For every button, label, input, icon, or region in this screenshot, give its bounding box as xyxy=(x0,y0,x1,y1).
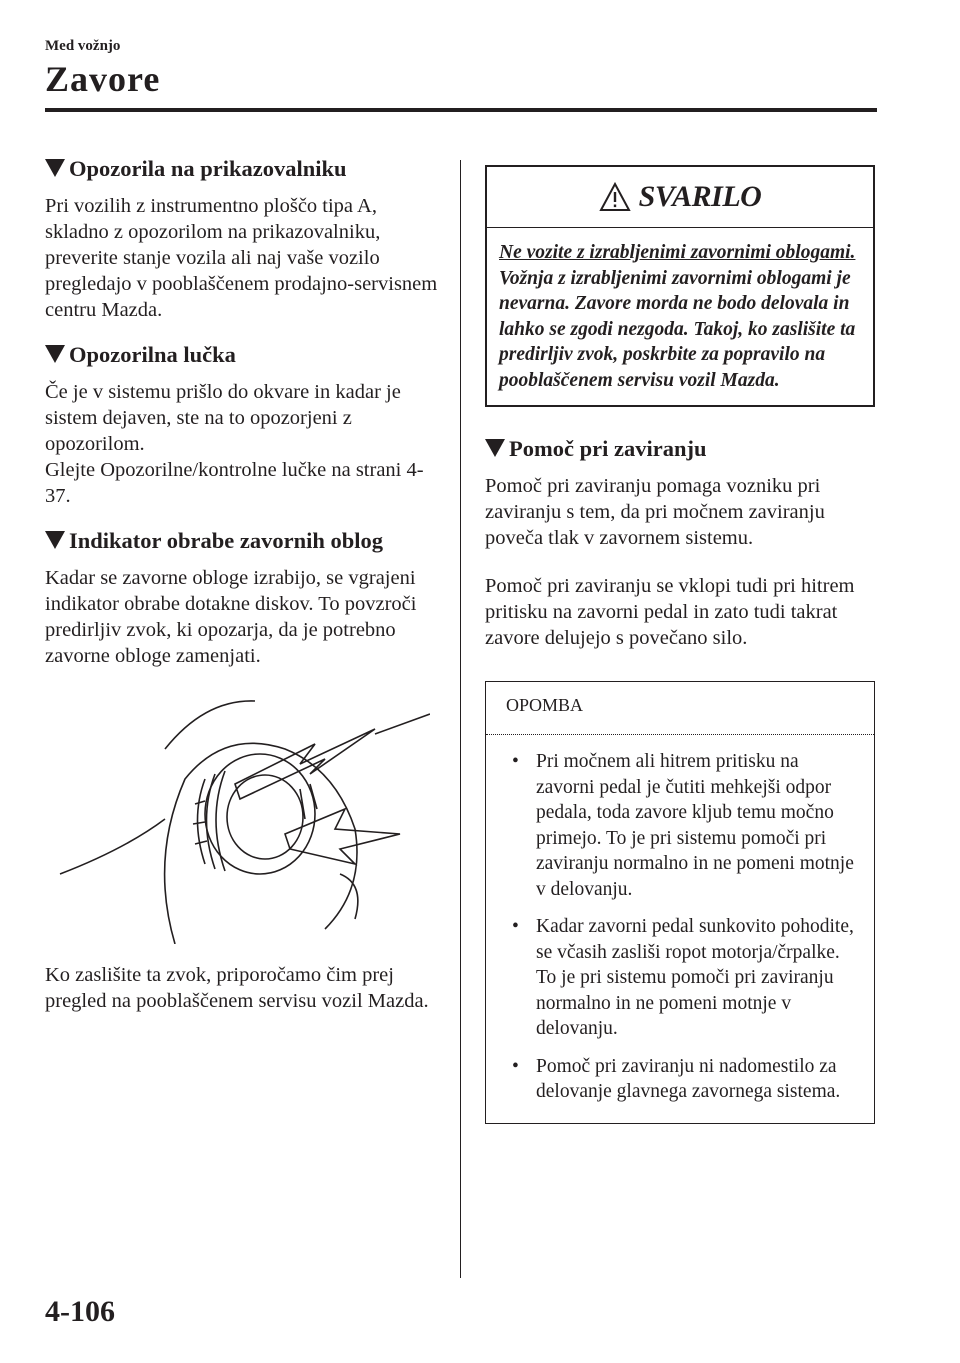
page-title: Zavore xyxy=(45,59,161,99)
page-number: 4-106 xyxy=(45,1295,115,1328)
column-divider xyxy=(460,160,461,1278)
warning-text: Vožnja z izrabljenimi zavornimi oblogami je nevarna. Zavore morda ne bodo delovala in lahko se zgodi nezgoda. Takoj, ko zaslišite ta predirljiv zvok, poskrbite za popravilo na pooblaščenem servisu vozil Mazda. xyxy=(499,267,856,391)
warning-title: SVARILO xyxy=(638,180,762,213)
bullet-icon: • xyxy=(512,751,519,773)
bullet-icon: • xyxy=(512,1055,519,1077)
note-list xyxy=(486,735,874,1123)
note-box xyxy=(485,681,875,1124)
heading-text: Indikator obrabe zavornih oblog xyxy=(69,528,384,554)
heading-text: Pomoč pri zaviranju xyxy=(509,436,707,461)
section-brake-assist xyxy=(485,435,875,651)
section-text: Če je v sistemu prišlo do okvare in kadar je sistem dejaven, ste na to opozorjeni z opozorilom. xyxy=(45,381,401,456)
warning-lead: Ne vozite z izrabljenimi zavornimi oblogami. xyxy=(499,242,856,263)
note-item-text: Pri močnem ali hitrem pritisku na zavorni pedal je čutiti mehkejši odpor pedala, toda zavore kljub temu močno primejo. To je pri sistemu pomoči pri zaviranju normalno in ne pomeni motnje v delovanju. xyxy=(536,751,854,900)
warning-triangle-icon xyxy=(599,182,631,212)
left-column xyxy=(45,155,440,1014)
bullet-icon: • xyxy=(512,916,519,938)
section-heading xyxy=(45,527,440,555)
section-warning-light xyxy=(45,341,440,509)
section-triangle-icon xyxy=(45,531,65,549)
note-item-text: Kadar zavorni pedal sunkovito pohodite, se včasih zasliši ropot motorja/črpalke. To je pri sistemu pomoči pri zaviranju normalno in ne pomeni motnje v delovanju. xyxy=(536,916,854,1040)
section-heading xyxy=(485,435,875,463)
section-triangle-icon xyxy=(485,439,505,457)
brake-wear-indicator-illustration xyxy=(55,689,430,944)
note-item xyxy=(500,749,860,902)
heading-text: Opozorila na prikazovalniku xyxy=(69,156,347,181)
section-text: Kadar se zavorne obloge izrabijo, se vgrajeni indikator obrabe dotakne diskov. To povzroči predirljiv zvok, ki opozarja, da je potrebno zavorne obloge zamenjati. xyxy=(45,567,417,668)
warning-header xyxy=(487,167,873,228)
breadcrumb: Med vožnjo xyxy=(45,38,121,54)
section-text-reference: Glejte Opozorilne/kontrolne lučke na strani 4-37. xyxy=(45,459,424,508)
section-text: Pri vozilih z instrumentno ploščo tipa A, skladno z opozorilom na prikazovalniku, preverite stanje vozila ali naj vaše vozilo pregledajo v pooblaščenem prodajno-servisnem centru Mazda. xyxy=(45,195,438,322)
section-triangle-icon xyxy=(45,345,65,363)
note-title: OPOMBA xyxy=(486,682,874,735)
warning-box xyxy=(485,165,875,407)
section-heading xyxy=(45,341,440,369)
section-triangle-icon xyxy=(45,159,65,177)
right-column xyxy=(485,165,875,1124)
note-item-text: Pomoč pri zaviranju ni nadomestilo za delovanje glavnega zavornega sistema. xyxy=(536,1055,841,1103)
after-illustration-text: Ko zaslišite ta zvok, priporočamo čim prej pregled na pooblaščenem servisu vozil Mazda. xyxy=(45,964,429,1013)
heading-text: Opozorilna lučka xyxy=(69,342,236,368)
warning-body xyxy=(487,228,873,405)
note-item xyxy=(500,914,860,1042)
note-item xyxy=(500,1054,860,1105)
section-text: Pomoč pri zaviranju se vklopi tudi pri hitrem pritisku na zavorni pedal in zato tudi takrat zavore delujejo s povečano silo. xyxy=(485,575,855,650)
header-rule xyxy=(45,108,877,112)
section-wear-indicator xyxy=(45,527,440,669)
section-heading xyxy=(45,155,440,183)
section-display-warnings xyxy=(45,155,440,323)
section-text: Pomoč pri zaviranju pomaga vozniku pri zaviranju s tem, da pri močnem zaviranju poveča tlak v zavornem sistemu. xyxy=(485,475,825,550)
